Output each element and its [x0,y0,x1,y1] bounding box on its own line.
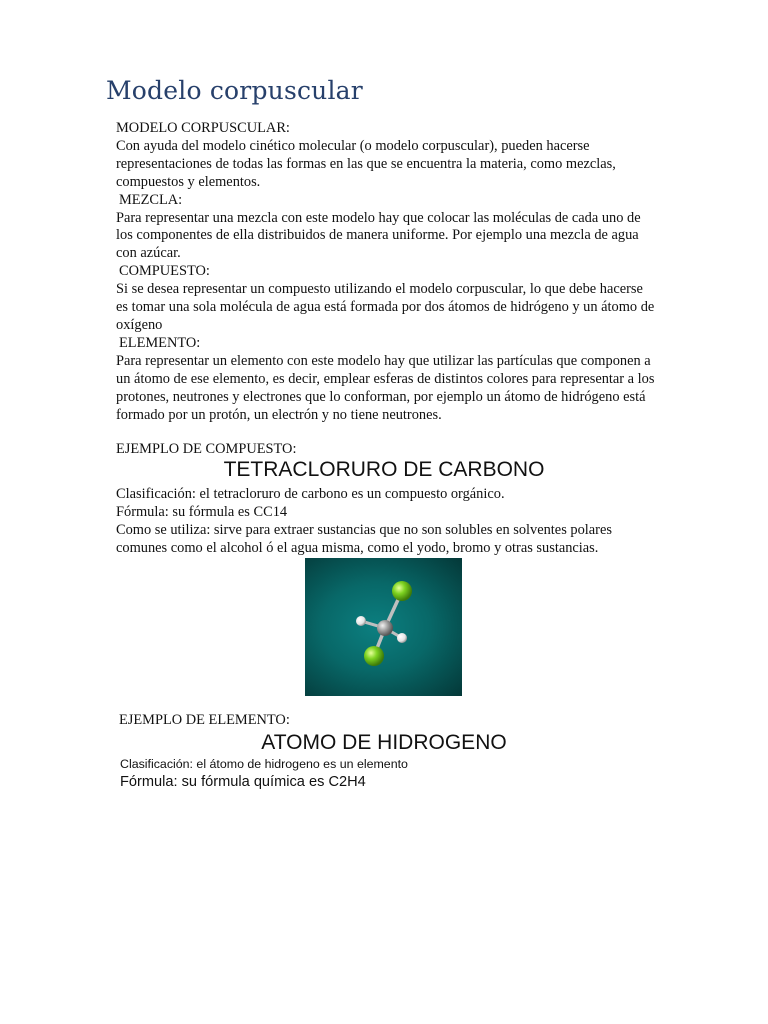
mezcla-heading: MEZCLA: [119,191,183,208]
page-title: Modelo corpuscular [106,76,363,105]
ejemplo-elemento-label: EJEMPLO DE ELEMENTO: [119,712,290,728]
elemento-title: ATOMO DE HIDROGENO [261,731,507,754]
compuesto-formula: Fórmula: su fórmula es CC14 [116,503,288,520]
elemento-formula: Fórmula: su fórmula química es C2H4 [120,774,366,790]
intro-heading: MODELO CORPUSCULAR: [116,120,290,136]
ejemplo-compuesto-label: EJEMPLO DE COMPUESTO: [116,441,297,457]
compuesto-uso: Como se utiliza: sirve para extraer sustancias que no son solubles en solventes polares comunes como el alcohol ó el agua misma, como el yodo, bromo y otras sustancias. [116,521,612,556]
body-text [116,120,656,424]
hydrogen-atom-icon [356,616,366,626]
compuesto-text: Si se desea representar un compuesto utilizando el modelo corpuscular, lo que debe hacerse es tomar una sola molécula de agua está formada por dos átomos de hidrógeno y un átomo de oxígeno [116,281,655,333]
elemento-clasificacion: Clasificación: el átomo de hidrogeno es un elemento [120,757,408,771]
intro-text: Con ayuda del modelo cinético molecular (o modelo corpuscular), pueden hacerse representaciones de todas las formas en las que se encuentra la materia, como mezclas, compuestos y elementos. [116,137,616,190]
mezcla-text: Para representar una mezcla con este modelo hay que colocar las moléculas de cada uno de los componentes de ella distribuidos de manera uniforme. Por ejemplo una mezcla de agua con azúcar. [116,209,641,262]
compuesto-details [116,486,656,558]
compuesto-title: TETRACLORURO DE CARBONO [223,458,545,481]
molecule-image [305,558,462,696]
elemento-heading: ELEMENTO: [119,334,201,351]
chlorine-atom-icon [364,646,384,666]
compuesto-clasificacion: Clasificación: el tetracloruro de carbono es un compuesto orgánico. [116,486,505,502]
elemento-text: Para representar un elemento con este modelo hay que utilizar las partículas que componen a un átomo de ese elemento, es decir, emplear esferas de distintos colores para representar a los protones, neutrones y electrones que lo conforman, por ejemplo un átomo de hidrógeno está formado por un protón, un electrón y no tiene neutrones. [116,352,655,423]
compuesto-heading: COMPUESTO: [119,263,210,280]
chlorine-atom-icon [392,581,412,601]
molecule-model-icon [305,558,462,696]
hydrogen-atom-icon [397,633,407,643]
carbon-atom-icon [377,620,393,636]
